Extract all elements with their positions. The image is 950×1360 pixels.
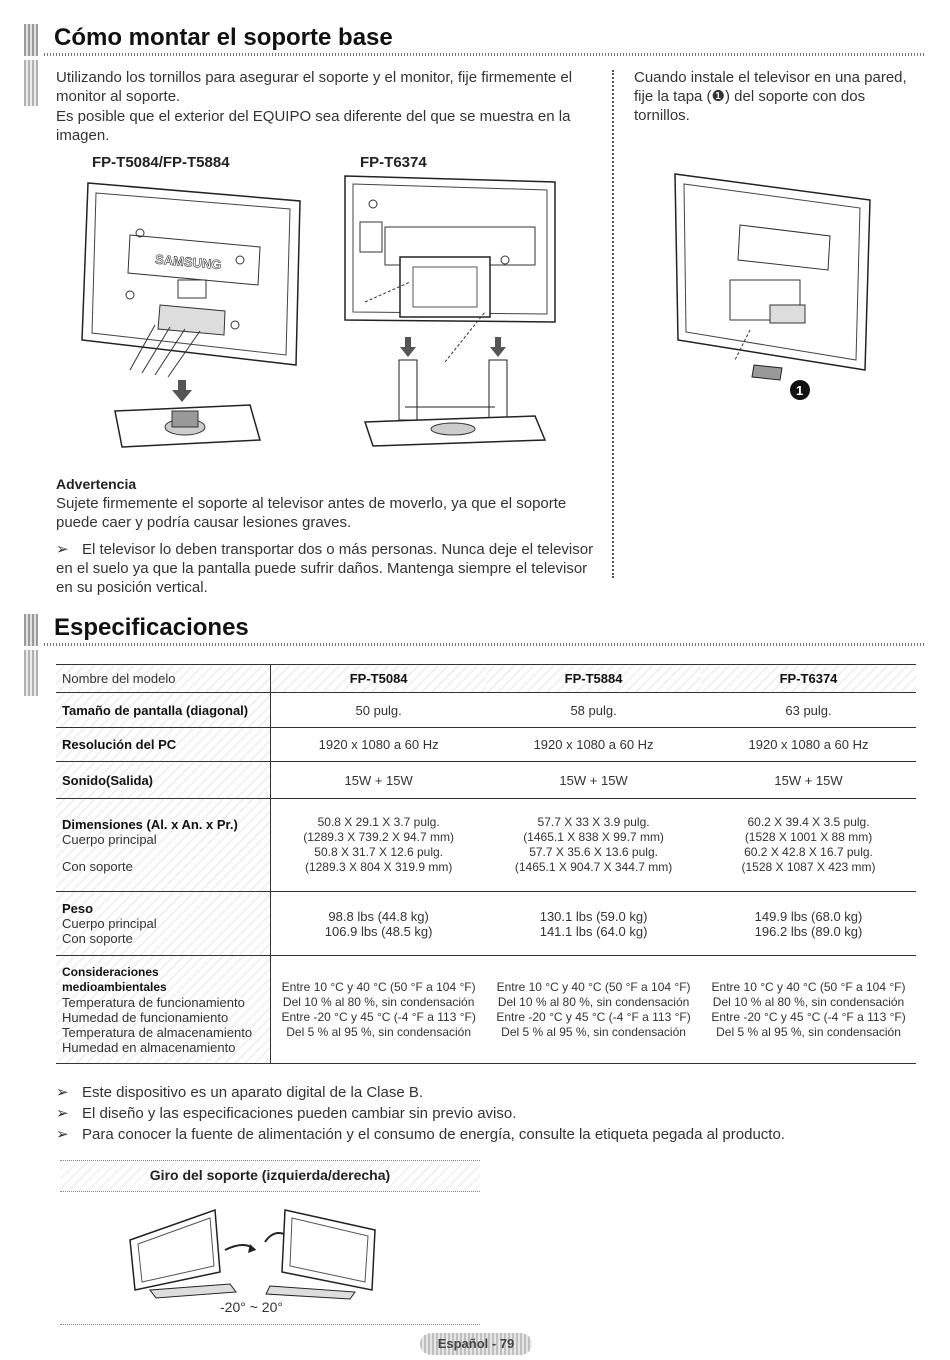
cell-line: Entre 10 °C y 40 °C (50 °F a 104 °F) [711, 979, 906, 994]
table-cell: 58 pulg. [486, 693, 701, 728]
environment-sub-label: Humedad en almacenamiento [62, 1039, 236, 1055]
dimensions-sub-label: Cuerpo principal [62, 831, 157, 847]
spec-note-text: El diseño y las especificaciones pueden cambiar sin previo aviso. [82, 1105, 517, 1122]
model-header: FP-T5084 [271, 665, 486, 693]
sound-label: Sonido(Salida) [56, 762, 271, 799]
cell-line: 60.2 X 42.8 X 16.7 pulg. [744, 845, 873, 859]
cell-line: Del 10 % al 80 %, sin condensación [712, 994, 905, 1009]
cell-line: 141.1 lbs (64.0 kg) [539, 923, 648, 939]
model-name-label: Nombre del modelo [56, 665, 271, 693]
cell-line: Del 5 % al 95 %, sin condensación [501, 1024, 686, 1039]
table-cell [486, 799, 701, 892]
cell-line: (1528 X 1087 X 423 mm) [741, 860, 876, 874]
model-header: FP-T6374 [701, 665, 916, 693]
stand-assembly-illustration-2 [335, 172, 565, 452]
table-cell: 15W + 15W [701, 762, 916, 799]
brand-label: SAMSUNG [154, 251, 223, 273]
cell-line: 50.8 X 29.1 X 3.7 pulg. [317, 815, 440, 829]
table-cell [271, 956, 486, 1064]
column-divider [612, 70, 614, 578]
section-header-montar [24, 24, 926, 56]
header-bar [24, 614, 38, 646]
cell-line: (1289.3 X 739.2 X 94.7 mm) [303, 830, 455, 844]
cell-line: 196.2 lbs (89.0 kg) [754, 923, 863, 939]
dimensions-label: Dimensiones (Al. x An. x Pr.) [62, 816, 238, 832]
table-cell [271, 892, 486, 956]
stand-assembly-illustration-1 [60, 175, 310, 455]
swivel-title: Giro del soporte (izquierda/derecha) [149, 1167, 391, 1183]
table-row [56, 693, 916, 728]
environment-label: Consideraciones [62, 964, 159, 979]
swivel-title-box [60, 1160, 480, 1192]
table-cell [271, 799, 486, 892]
cell-line: 149.9 lbs (68.0 kg) [754, 908, 863, 924]
table-cell: 1920 x 1080 a 60 Hz [271, 728, 486, 762]
spec-note [56, 1104, 516, 1124]
cell-line: Entre 10 °C y 40 °C (50 °F a 104 °F) [496, 979, 691, 994]
section-title: Cómo montar el soporte base [54, 24, 393, 51]
warning-title: Advertencia [56, 476, 137, 492]
dimensions-sub-label: Con soporte [62, 858, 133, 874]
resolution-label: Resolución del PC [56, 728, 271, 762]
cell-line: (1289.3 X 804 X 319.9 mm) [304, 860, 453, 874]
table-row [56, 956, 916, 1064]
environment-sub-label: Humedad de funcionamiento [62, 1009, 229, 1025]
table-cell [701, 799, 916, 892]
arrow-right-icon: ➢ [56, 1105, 69, 1122]
cell-line: 130.1 lbs (59.0 kg) [539, 908, 648, 924]
cell-line: Entre -20 °C y 45 °C (-4 °F a 113 °F) [496, 1009, 691, 1024]
table-cell: 50 pulg. [271, 693, 486, 728]
environment-label: medioambientales [62, 979, 167, 994]
spec-note-text: Este dispositivo es un aparato digital de la Clase B. [82, 1084, 424, 1101]
cell-line: 57.7 X 35.6 X 13.6 pulg. [529, 845, 658, 859]
table-cell [701, 956, 916, 1064]
cell-line: Entre 10 °C y 40 °C (50 °F a 104 °F) [281, 979, 476, 994]
table-cell [486, 892, 701, 956]
table-header-row [56, 665, 916, 693]
cell-line: 57.7 X 33 X 3.9 pulg. [537, 815, 650, 829]
header-bar [24, 24, 38, 56]
section-side-bar [24, 60, 38, 106]
cell-line: 60.2 X 39.4 X 3.5 pulg. [747, 815, 870, 829]
cell-line: (1528 X 1001 X 88 mm) [744, 830, 873, 844]
cell-line: Del 10 % al 80 %, sin condensación [497, 994, 690, 1009]
table-row [56, 799, 916, 892]
table-row [56, 762, 916, 799]
section-header-especificaciones [24, 614, 926, 646]
cell-line: Entre -20 °C y 45 °C (-4 °F a 113 °F) [281, 1009, 476, 1024]
cell-line: 50.8 X 31.7 X 12.6 pulg. [314, 845, 444, 859]
specifications-table [56, 664, 916, 1064]
table-row [56, 728, 916, 762]
cell-line: Entre -20 °C y 45 °C (-4 °F a 113 °F) [711, 1009, 906, 1024]
section-side-bar [24, 650, 38, 696]
table-row [56, 892, 916, 956]
dimensions-label-cell [56, 799, 271, 892]
caption-fp-t5084-t5884: FP-T5084/FP-T5884 [92, 154, 230, 171]
cell-line: 106.9 lbs (48.5 kg) [324, 923, 433, 939]
cell-line: Del 10 % al 80 %, sin condensación [282, 994, 475, 1009]
weight-label: Peso [62, 901, 94, 916]
cell-line: (1465.1 X 838 X 99.7 mm) [523, 830, 664, 844]
warning-note-text: El televisor lo deben transportar dos o más personas. Nunca deje el televisor en el suelo ya que la pantalla puede sufrir daños. Mantenga siempre el televisor en su posición vertical. [56, 541, 594, 596]
model-header: FP-T5884 [486, 665, 701, 693]
arrow-right-icon: ➢ [56, 541, 69, 558]
cell-line: Del 5 % al 95 %, sin condensación [716, 1024, 901, 1039]
spec-note [56, 1083, 423, 1103]
table-cell [486, 956, 701, 1064]
cell-line: (1465.1 X 904.7 X 344.7 mm) [514, 860, 673, 874]
caption-fp-t6374: FP-T6374 [360, 154, 427, 171]
table-cell [701, 892, 916, 956]
cell-line: Del 5 % al 95 %, sin condensación [286, 1024, 472, 1039]
weight-sub-label: Con soporte [62, 931, 133, 946]
exterior-note-paragraph: Es posible que el exterior del EQUIPO sea diferente del que se muestra en la imagen. [56, 108, 571, 144]
warning-text: Sujete firmemente el soporte al televisor antes de moverlo, ya que el soporte puede caer y podría causar lesiones graves. [56, 495, 567, 531]
swivel-illustration [120, 1200, 440, 1300]
table-cell: 15W + 15W [271, 762, 486, 799]
spec-note-text: Para conocer la fuente de alimentación y el consumo de energía, consulte la etiqueta pegada al producto. [82, 1126, 785, 1143]
weight-sub-label: Cuerpo principal [62, 916, 157, 931]
weight-label-cell [56, 892, 271, 956]
warning-note [56, 540, 601, 597]
intro-paragraph: Utilizando los tornillos para asegurar el soporte y el monitor, fije firmemente el monitor al soporte. [56, 69, 573, 105]
environment-label-cell [56, 956, 271, 1064]
arrow-right-icon: ➢ [56, 1126, 69, 1143]
table-cell: 1920 x 1080 a 60 Hz [486, 728, 701, 762]
swivel-bottom-rule [60, 1324, 480, 1325]
page-number-badge: Español - 79 [420, 1333, 532, 1355]
table-cell: 63 pulg. [701, 693, 916, 728]
arrow-right-icon: ➢ [56, 1084, 69, 1101]
header-rule [44, 643, 926, 646]
screen-size-label: Tamaño de pantalla (diagonal) [56, 693, 271, 728]
wall-mount-note: Cuando instale el televisor en una pared, fije la tapa (❶) del soporte con dos tornillos. [634, 69, 907, 124]
header-rule [44, 53, 926, 56]
callout-number: 1 [796, 383, 804, 398]
environment-sub-label: Temperatura de almacenamiento [62, 1024, 253, 1040]
cell-line: 98.8 lbs (44.8 kg) [328, 908, 429, 924]
swivel-range: -20° ~ 20° [220, 1299, 283, 1315]
environment-sub-label: Temperatura de funcionamiento [62, 994, 245, 1010]
spec-note [56, 1125, 785, 1145]
table-cell: 1920 x 1080 a 60 Hz [701, 728, 916, 762]
table-cell: 15W + 15W [486, 762, 701, 799]
section-title: Especificaciones [54, 614, 249, 641]
wall-mount-cover-illustration [670, 170, 900, 400]
